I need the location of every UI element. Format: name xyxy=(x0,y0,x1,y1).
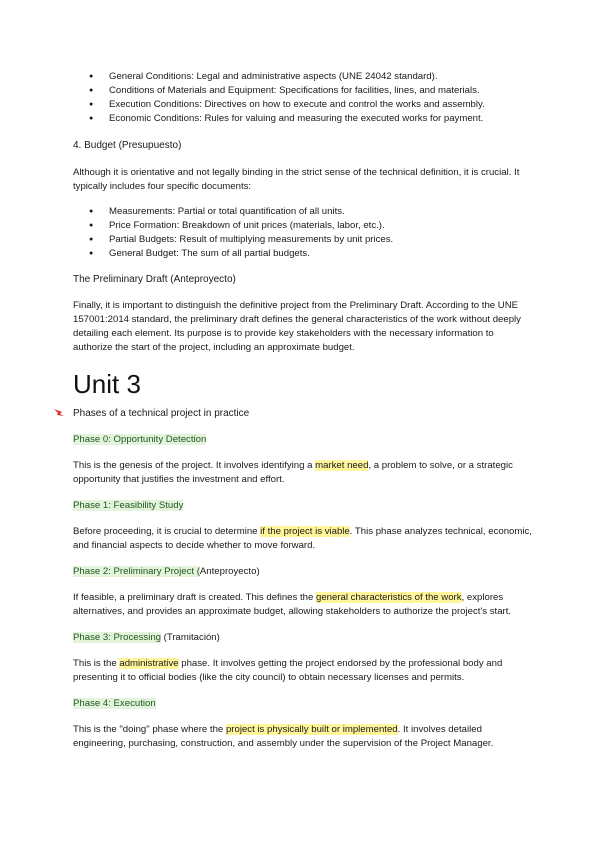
list-item: ● General Conditions: Legal and administrative aspects (UNE 24042 standard). xyxy=(73,70,533,84)
conditions-list xyxy=(73,70,533,126)
phase-title-rest: Anteproyecto) xyxy=(199,566,260,577)
annotation-marker-icon[interactable] xyxy=(53,408,65,417)
phase-3-title xyxy=(73,631,533,645)
phase-0-text xyxy=(73,459,533,487)
list-item: ● General Budget: The sum of all partial budgets. xyxy=(73,247,533,261)
text-segment: This is the genesis of the project. It involves identifying a xyxy=(73,460,316,471)
phase-title-label: Phase 1: Feasibility Study xyxy=(73,500,184,511)
phase-title-label: Phase 2: Preliminary Project ( xyxy=(73,566,200,577)
highlighted-text: market need xyxy=(315,460,369,471)
text-segment: This is the "doing" phase where the xyxy=(73,724,226,735)
phase-title-rest: (Tramitación) xyxy=(161,632,220,643)
unit-subtitle: Phases of a technical project in practice xyxy=(73,408,250,419)
text-segment: . This phase analyzes technical, economic, and financial aspects to decide whether to move forward. xyxy=(73,526,532,551)
phase-2-title xyxy=(73,565,533,579)
phase-1-title xyxy=(73,499,533,513)
phase-3-text xyxy=(73,657,533,685)
list-item: ● Execution Conditions: Directives on how to execute and control the works and assembly. xyxy=(73,98,533,112)
phase-4-title xyxy=(73,697,533,711)
unit-subtitle-row xyxy=(73,407,533,421)
text-segment: . It involves detailed engineering, purchasing, construction, and assembly under the supervision of the Project Manager. xyxy=(73,724,494,749)
text-segment: Before proceeding, it is crucial to determine xyxy=(73,526,261,537)
budget-intro: Although it is orientative and not legally binding in the strict sense of the technical definition, it is crucial. It typically includes four specific documents: xyxy=(73,167,520,192)
phase-1-text xyxy=(73,525,533,553)
list-item: ● Conditions of Materials and Equipment: Specifications for facilities, lines, and materials. xyxy=(73,84,533,98)
preliminary-text: Finally, it is important to distinguish the definitive project from the Preliminary Draft. According to the UNE 157001:2014 standard, the preliminary draft defines the general characteristics of the work without deeply detailing each element. Its purpose is to provide key stakeholders with the necessary information to authorize the start of the project, including an approximate budget. xyxy=(73,300,521,353)
list-item: ● Measurements: Partial or total quantification of all units. xyxy=(73,205,533,219)
list-item: ● Economic Conditions: Rules for valuing and measuring the executed works for payment. xyxy=(73,112,533,126)
list-item: ● Partial Budgets: Result of multiplying measurements by unit prices. xyxy=(73,233,533,247)
highlighted-text: administrative xyxy=(119,658,179,669)
text-segment: , a problem to solve, or a strategic opportunity that justifies the investment and effort. xyxy=(73,460,513,485)
document-page xyxy=(73,70,533,751)
unit-title: Unit 3 xyxy=(73,369,141,399)
phase-4-text xyxy=(73,723,533,751)
list-item: ● Price Formation: Breakdown of unit prices (materials, labor, etc.). xyxy=(73,219,533,233)
highlighted-text: general characteristics of the work xyxy=(315,592,462,603)
text-segment: phase. It involves getting the project endorsed by the professional body and presenting it to official bodies (like the city council) to obtain necessary licenses and permits. xyxy=(73,658,503,683)
highlighted-text: if the project is viable xyxy=(260,526,350,537)
phase-title-label: Phase 3: Processing xyxy=(73,632,161,643)
text-segment: This is the xyxy=(73,658,120,669)
phase-2-text xyxy=(73,591,533,619)
text-segment: , explores alternatives, and provides an approximate budget, allowing stakeholders to authorize the project's start. xyxy=(73,592,512,617)
preliminary-heading: The Preliminary Draft (Anteproyecto) xyxy=(73,274,236,285)
phase-0-title xyxy=(73,433,533,447)
highlighted-text: project is physically built or implemented xyxy=(225,724,398,735)
phase-title-label: Phase 4: Execution xyxy=(73,698,156,709)
budget-heading: 4. Budget (Presupuesto) xyxy=(73,140,182,151)
phase-title-label: Phase 0: Opportunity Detection xyxy=(73,434,207,445)
text-segment: If feasible, a preliminary draft is created. This defines the xyxy=(73,592,316,603)
budget-items-list xyxy=(73,205,533,261)
